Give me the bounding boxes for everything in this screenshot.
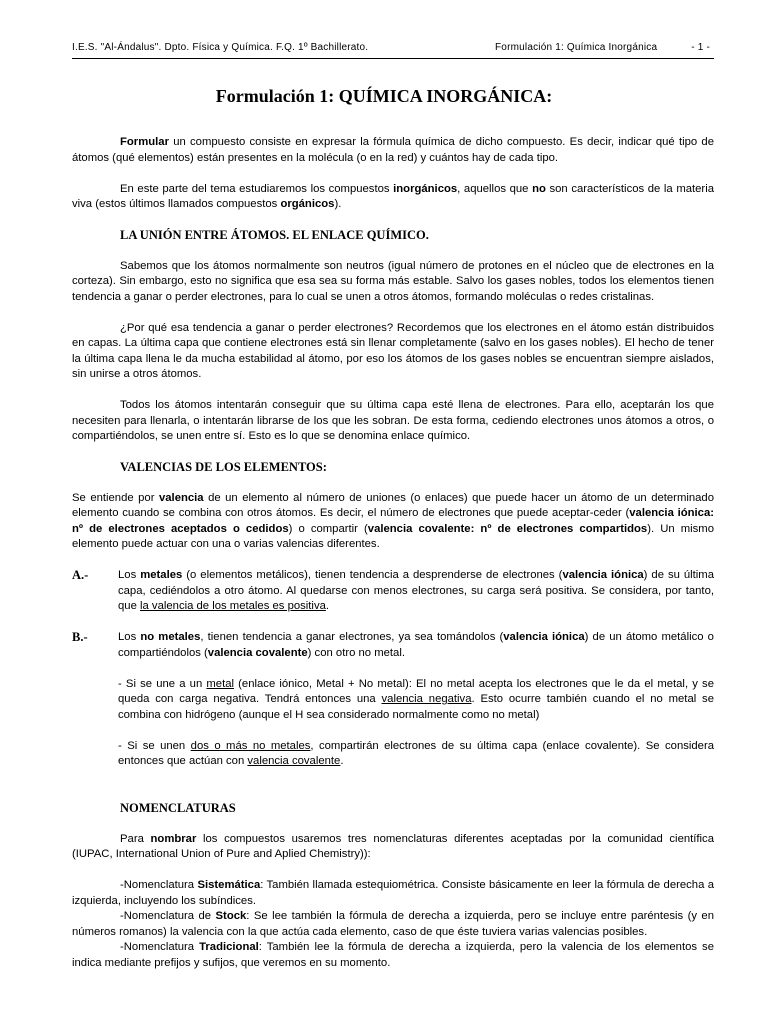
item-no-metales [72, 630, 714, 661]
header-topic: Formulación 1: Química Inorgánica [495, 42, 658, 53]
neutral-atoms-paragraph: Sabemos que los átomos normalmente son neutros (igual número de protones en el núcleo que de electrones en la corteza). Sin embargo, esto no significa que esa sea su forma más estable. Salvo los gases nobles, todos los elementos tienen tendencia a ganar o perder electrones, para lo cual se unen a otros átomos, formando moléculas o redes cristalinas. [72, 259, 714, 303]
electron-shells-paragraph: ¿Por qué esa tendencia a ganar o perder electrones? Recordemos que los electrones en el átomo están distribuidos en capas. La última capa que contiene electrones está sin llenar completamente (salvo en los gases nobles). El hecho de tener la última capa llena le da mucha estabilidad al átomo, por eso los átomos de los gases nobles se encuentran siempre aislados, sin unirse a otros átomos. [72, 321, 714, 380]
intro-paragraph: Formular un compuesto consiste en expresar la fórmula química de dicho compuesto. Es decir, indicar qué tipo de átomos (qué elementos) están presentes en la molécula (o en la red) y cuántos hay de cada tipo. [72, 136, 714, 164]
subitem-metal: - Si se une a un metal (enlace iónico, Metal + No metal): El no metal acepta los electrones que le da el metal, y se queda con carga negativa. Tendrá entonces una valencia negativa. Esto ocurre también cuando el no metal se combina con hidrógeno (aunque el H sea considerado normalmente como no metal) [118, 677, 714, 721]
document-title: Formulación 1: QUÍMICA INORGÁNICA: [215, 86, 553, 106]
heading-union: LA UNIÓN ENTRE ÁTOMOS. EL ENLACE QUÍMICO. [120, 227, 429, 242]
item-label: A.- [72, 568, 89, 582]
valencia-definition-paragraph: Se entiende por valencia de un elemento al número de uniones (o enlaces) que puede hacer un átomo de un determinado elemento cuando se combina con otros átomos. Es decir, el número de electrones que puede aceptar-ceder (valencia iónica: nº de electrones aceptados o cedidos) o compartir (valencia covalente: nº de electrones compartidos). Un mismo elemento puede actuar con una o varias valencias diferentes. [72, 491, 715, 550]
item-metales [72, 568, 714, 615]
item-text: Los metales (o elementos metálicos), tienen tendencia a desprenderse de electrones (valencia iónica) de su última capa, cediéndolos a otro átomo. Al quedarse con menos electrones, su carga será positiva. Se considera, por tanto, que la valencia de los metales es positiva. [118, 569, 715, 612]
chemical-bond-paragraph: Todos los átomos intentarán conseguir que su última capa esté llena de electrones. Para ello, aceptarán los que necesiten para llenarla, o intentarán librarse de los que les sobran. De esta forma, cediendo electrones unos átomos a otros, o compartiéndolos, se unen entre sí. Esto es lo que se denomina enlace químico. [72, 399, 714, 442]
heading-valencias: VALENCIAS DE LOS ELEMENTOS: [120, 459, 327, 474]
header-page-number: - 1 - [691, 42, 710, 53]
nomenclaturas-paragraph: Para nombrar los compuestos usaremos tres nomenclaturas diferentes aceptadas por la comunidad científica (IUPAC, International Union of Pure and Aplied Chemistry)): [72, 832, 714, 860]
nomenclatura-tradicional: -Nomenclatura Tradicional: También lee la fórmula de derecha a izquierda, pero la valencia de los elementos se indica mediante prefijos y sufijos, que veremos en su momento. [72, 941, 714, 969]
nomenclatura-sistematica: -Nomenclatura Sistemática: También llamada estequiométrica. Consiste básicamente en leer la fórmula de derecha a izquierda, incluyendo los subíndices. [72, 879, 714, 907]
item-text: Los no metales, tienen tendencia a ganar electrones, ya sea tomándolos (valencia iónica) de un átomo metálico o compartiéndolos (valencia covalente) con otro no metal. [118, 631, 714, 659]
item-label: B.- [72, 630, 88, 644]
header-school: I.E.S. "Al-Ándalus". Dpto. Física y Química. F.Q. 1º Bachillerato. [72, 42, 369, 53]
document-body [72, 135, 714, 971]
subitem-no-metales: - Si se unen dos o más no metales, compartirán electrones de su última capa (enlace covalente). Se considera entonces que actúan con valencia covalente. [118, 739, 715, 767]
heading-nomenclaturas: NOMENCLATURAS [120, 800, 236, 815]
page-header [72, 42, 714, 59]
inorganic-paragraph: En este parte del tema estudiaremos los compuestos inorgánicos, aquellos que no son característicos de la materia viva (estos últimos llamados compuestos orgánicos). [72, 182, 714, 210]
nomenclatura-stock: -Nomenclatura de Stock: Se lee también la fórmula de derecha a izquierda, pero se incluye entre paréntesis (y en números romanos) la valencia con la que actúa cada elemento, caso de que éste tuviera varias valencias posibles. [72, 910, 714, 938]
